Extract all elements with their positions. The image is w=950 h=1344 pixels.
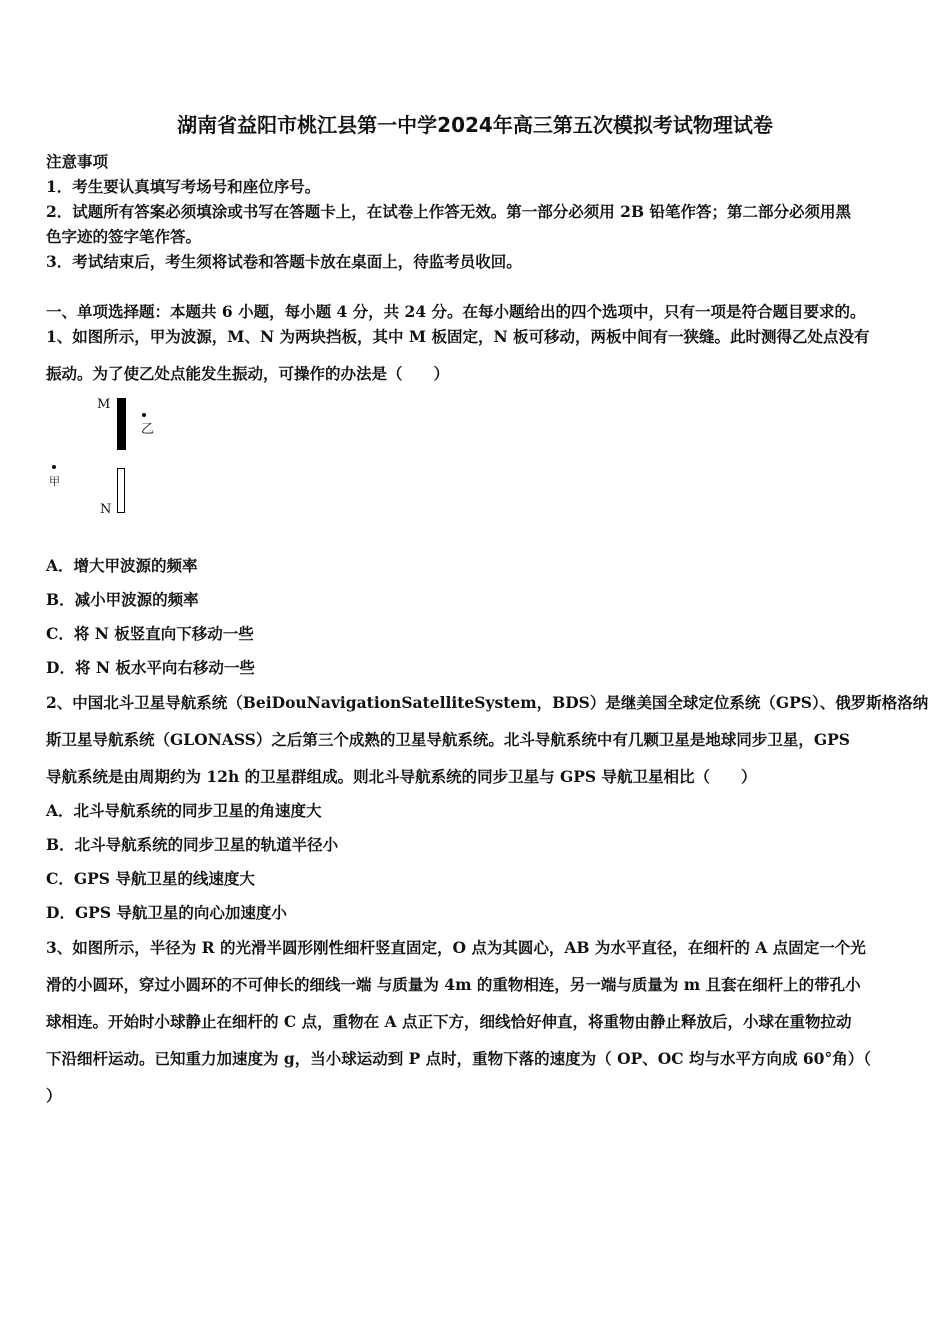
label-m: M [97,397,111,412]
option-d: D．将 N 板水平向右移动一些 [46,658,255,677]
option-b: B．北斗导航系统的同步卫星的轨道半径小 [46,835,339,854]
question-1-text: 1、如图所示，甲为波源，M、N 为两块挡板，其中 M 板固定，N 板可移动，两板中间有一狭缝。此时测得乙处点没有 [46,327,870,346]
section-heading: 一、单项选择题：本题共 6 小题，每小题 4 分，共 24 分。在每小题给出的四个选项中，只有一项是符合题目要求的。 [46,302,866,321]
wave-barrier-figure [40,392,170,522]
question-3-text: 3、如图所示，半径为 R 的光滑半圆形刚性细杆竖直固定，O 点为其圆心，AB 为水平直径，在细杆的 A 点固定一个光 [46,938,866,957]
question-2-text: 2、中国北斗卫星导航系统（BeiDouNavigationSatelliteSystem，BDS）是继美国全球定位系统（GPS）、俄罗斯格洛纳 [46,693,929,712]
label-yi: 乙 [141,422,155,437]
plate-n [117,468,125,513]
option-a: A．北斗导航系统的同步卫星的角速度大 [46,801,322,820]
question-1-text: 振动。为了使乙处点能发生振动，可操作的办法是（ ） [46,364,450,383]
option-c: C．GPS 导航卫星的线速度大 [46,869,255,888]
label-n: N [100,502,112,517]
label-jia: 甲 [49,475,60,488]
notice-item: 1．考生要认真填写考场号和座位序号。 [46,177,321,196]
exam-title: 湖南省益阳市桃江县第一中学2024年高三第五次模拟考试物理试卷 [177,113,773,137]
question-3-text: 球相连。开始时小球静止在细杆的 C 点，重物在 A 点正下方，细线恰好伸直，将重物由静止释放后，小球在重物拉动 [46,1012,852,1031]
question-2-text: 导航系统是由周期约为 12h 的卫星群组成。则北斗导航系统的同步卫星与 GPS 导航卫星相比（ ） [46,767,757,786]
source-jia-dot [52,465,56,469]
notice-item: 3．考试结束后，考生须将试卷和答题卡放在桌面上，待监考员收回。 [46,252,522,271]
plate-m [117,398,126,450]
point-yi-dot [142,413,146,417]
question-3-text: 滑的小圆环，穿过小圆环的不可伸长的细线一端 与质量为 4m 的重物相连，另一端与质量为 m 且套在细杆上的带孔小 [46,975,861,994]
notice-item: 2．试题所有答案必须填涂或书写在答题卡上，在试卷上作答无效。第一部分必须用 2B 铅笔作答；第二部分必须用黑 [46,202,851,221]
notice-item: 色字迹的签字笔作答。 [46,227,202,246]
question-3-text: ） [46,1086,62,1105]
option-c: C．将 N 板竖直向下移动一些 [46,624,254,643]
option-b: B．减小甲波源的频率 [46,590,199,609]
question-3-text: 下沿细杆运动。已知重力加速度为 g，当小球运动到 P 点时，重物下落的速度为（ OP、OC 均与水平方向成 60°角）（ [46,1049,871,1068]
option-a: A．增大甲波源的频率 [46,556,198,575]
question-2-text: 斯卫星导航系统（GLONASS）之后第三个成熟的卫星导航系统。北斗导航系统中有几颗卫星是地球同步卫星，GPS [46,730,850,749]
notice-heading: 注意事项 [46,152,109,171]
option-d: D．GPS 导航卫星的向心加速度小 [46,903,287,922]
